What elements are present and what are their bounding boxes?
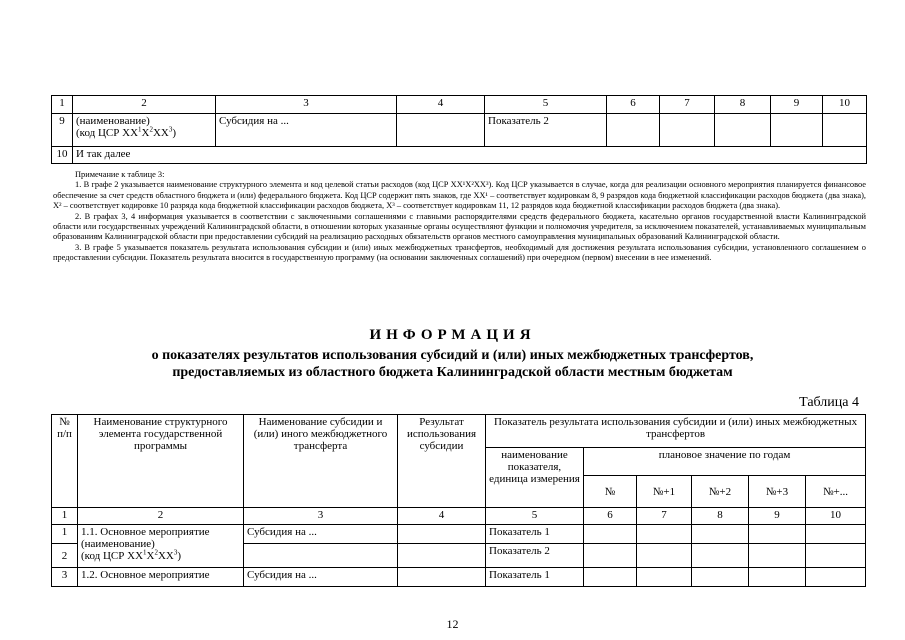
col-num-6: 6: [607, 96, 660, 114]
col-num-9: 9: [771, 96, 823, 114]
col-num-7: 7: [637, 508, 692, 525]
empty-cell: [715, 114, 771, 147]
col-num-5: 5: [485, 96, 607, 114]
header-element-name: Наименование структурного элемента государственной программы: [78, 415, 244, 508]
col-num-10: 10: [823, 96, 867, 114]
header-year-nplus: №+...: [806, 476, 866, 508]
empty-cell: [692, 544, 749, 568]
empty-cell: [398, 568, 486, 587]
empty-cell: [244, 544, 398, 568]
empty-cell: [749, 544, 806, 568]
row-number: 10: [52, 147, 73, 164]
empty-cell: [749, 525, 806, 544]
row-number: 1: [52, 525, 78, 544]
header-subsidy-name: Наименование субсидии и (или) иного межбюджетного трансферта: [244, 415, 398, 508]
col-num-5: 5: [486, 508, 584, 525]
col-num-8: 8: [715, 96, 771, 114]
element-name-cell: [73, 114, 216, 147]
notes-heading: Примечание к таблице 3:: [75, 170, 165, 179]
empty-cell: [637, 525, 692, 544]
header-year-n3: №+3: [749, 476, 806, 508]
header-planned-values: плановое значение по годам: [584, 448, 866, 476]
empty-cell: [660, 114, 715, 147]
empty-cell: [637, 568, 692, 587]
indicator-cell: Показатель 1: [486, 525, 584, 544]
table-4-header-row-1: [52, 415, 866, 448]
subsidy-cell: Субсидия на ...: [244, 568, 398, 587]
empty-cell: [692, 568, 749, 587]
empty-cell: [692, 525, 749, 544]
table-3-header-row: [52, 96, 867, 114]
element-name-cell: [78, 525, 244, 568]
empty-cell: [397, 114, 485, 147]
col-num-4: 4: [398, 508, 486, 525]
empty-cell: [806, 525, 866, 544]
element-name-line: 1.1. Основное мероприятие: [81, 526, 210, 538]
element-name-line: (наименование): [76, 115, 150, 127]
table-row: [52, 114, 867, 147]
empty-cell: [584, 544, 637, 568]
csr-code-line: (код ЦСР $XX^1X^2XX^3$): [76, 125, 177, 139]
empty-cell: [771, 114, 823, 147]
header-result: Результат использования субсидии: [398, 415, 486, 508]
col-num-7: 7: [660, 96, 715, 114]
col-num-2: 2: [73, 96, 216, 114]
col-num-1: 1: [52, 96, 73, 114]
table-row: [52, 525, 866, 544]
col-num-8: 8: [692, 508, 749, 525]
note-paragraph-3: 3. В графе 5 указывается показатель результата использования субсидии и (или) иных межбюджетных трансфертов, необходимый для достижения результата использования субсидии, установленного соглашением о предоставлении субсидии. Показатель результата вносится в государственную программу (на основании заключенных соглашений) при очередном (первом) внесении в нее изменений.: [53, 242, 866, 263]
table-row: [52, 147, 867, 164]
col-num-2: 2: [78, 508, 244, 525]
empty-cell: [607, 114, 660, 147]
info-subtitle-line-2: предоставляемых из областного бюджета Калининградской области местным бюджетам: [172, 365, 733, 380]
csr-code-line: (код ЦСР $XX^1X^2XX^3$): [81, 548, 182, 562]
and-so-on-cell: И так далее: [73, 147, 867, 164]
header-year-n: №: [584, 476, 637, 508]
empty-cell: [584, 568, 637, 587]
table-4-column-numbers: [52, 508, 866, 525]
subsidy-cell: Субсидия на ...: [244, 525, 398, 544]
element-name-line: (наименование): [81, 538, 155, 550]
info-subtitle-line-1: о показателях результатов использования субсидий и (или) иных межбюджетных трансфертов,: [151, 348, 754, 363]
row-number: 3: [52, 568, 78, 587]
col-num-1: 1: [52, 508, 78, 525]
subsidy-cell: Субсидия на ...: [216, 114, 397, 147]
empty-cell: [806, 544, 866, 568]
indicator-cell: Показатель 2: [485, 114, 607, 147]
indicator-cell: Показатель 1: [486, 568, 584, 587]
empty-cell: [806, 568, 866, 587]
header-row-num: № п/п: [52, 415, 78, 508]
header-indicator-group: Показатель результата использования субсидии и (или) иных межбюджетных трансфертов: [486, 415, 866, 448]
indicator-cell: Показатель 2: [486, 544, 584, 568]
col-num-3: 3: [216, 96, 397, 114]
note-paragraph-1: 1. В графе 2 указывается наименование структурного элемента и код целевой статьи расходов (код ЦСР XX¹X²XX³). Код ЦСР указывается в случае, когда для реализации основного мероприятия планируется финансовое обеспечение за счет средств областного бюджета и (или) федерального бюджета. Код ЦСР содержит пять знаков, где XX¹ – соответствует кодировкам 8, 9 разрядов кода бюджетной классификации расходов бюджета (два знака), X² – соответствует кодировке 10 разряда кода бюджетной классификации расходов бюджета, X³ – соответствует кодировкам 11, 12 разрядов кода бюджетной классификации расходов бюджета (два знака).: [53, 180, 866, 211]
table-3-notes: [53, 170, 866, 264]
empty-cell: [637, 544, 692, 568]
empty-cell: [749, 568, 806, 587]
col-num-6: 6: [584, 508, 637, 525]
element-name-cell: 1.2. Основное мероприятие: [78, 568, 244, 587]
empty-cell: [584, 525, 637, 544]
row-number: 9: [52, 114, 73, 147]
col-num-10: 10: [806, 508, 866, 525]
header-year-n2: №+2: [692, 476, 749, 508]
header-year-n1: №+1: [637, 476, 692, 508]
info-title: ИНФОРМАЦИЯ: [369, 327, 536, 343]
table-row: [52, 568, 866, 587]
row-number: 2: [52, 544, 78, 568]
table-4: [51, 414, 866, 587]
table-3-continuation: [51, 95, 867, 164]
empty-cell: [398, 525, 486, 544]
col-num-9: 9: [749, 508, 806, 525]
col-num-4: 4: [397, 96, 485, 114]
note-paragraph-2: 2. В графах 3, 4 информация указывается в соответствии с заключенными соглашениями с главными распорядителями средств федерального бюджета, касательно органов государственной власти Калининградской области или государственных учреждений Калининградской области, в отношении которых указанные органы осуществляют функции и полномочия учредителя, за исключением показателей, устанавливаемых муниципальным образованиям Калининградской области при предоставлении субсидий на реализацию расходных обязательств органов местного самоуправления муниципальных образований Калининградской области.: [53, 211, 866, 242]
empty-cell: [823, 114, 867, 147]
page-number: 12: [446, 617, 459, 631]
empty-cell: [398, 544, 486, 568]
header-indicator-name: наименование показателя, единица измерения: [486, 448, 584, 508]
table-4-label: Таблица 4: [799, 395, 859, 410]
col-num-3: 3: [244, 508, 398, 525]
